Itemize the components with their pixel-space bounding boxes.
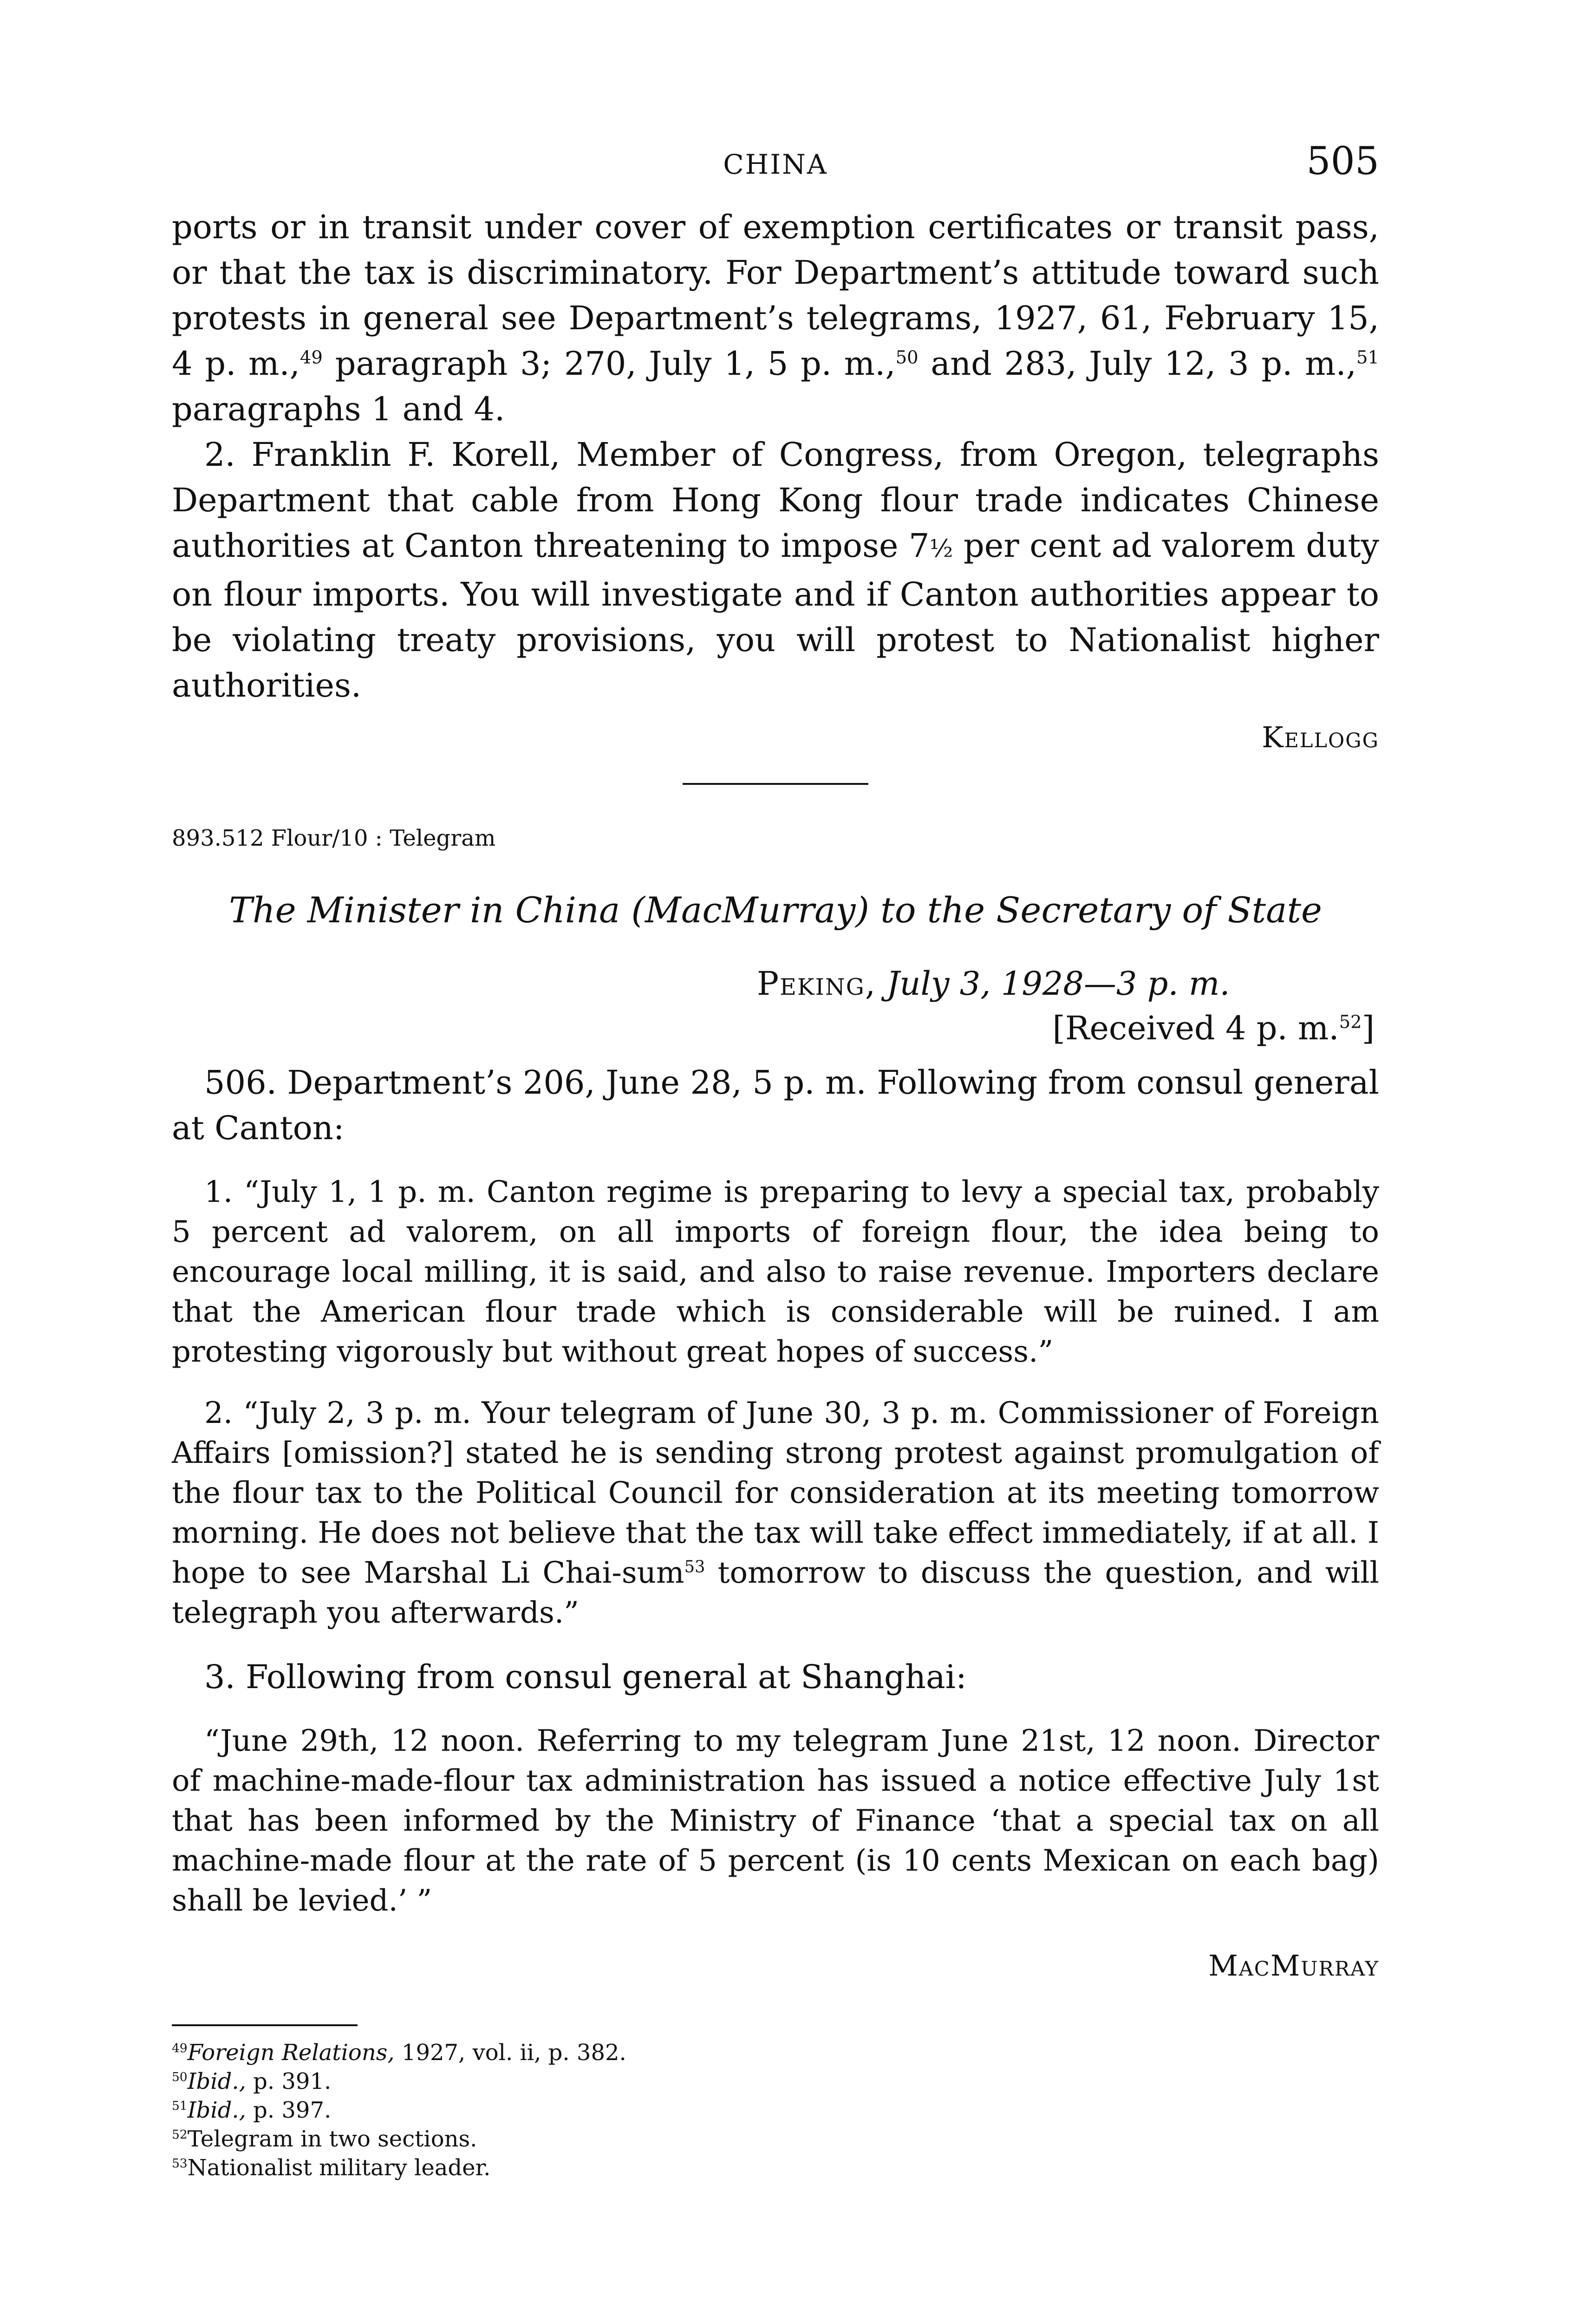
file-reference: 893.512 Flour/10 : Telegram: [172, 825, 496, 851]
footnote-number: 49: [172, 2041, 188, 2055]
footnote-ref: 53: [684, 1557, 705, 1577]
footnote-citation: Ibid.,: [187, 2097, 246, 2123]
paragraph-text: 2. Franklin F. Korell, Member of Congress, from Oregon, telegraphs Department that cable from Hong Kong flour trade indicates Chinese authorities at Canton threatening to impose 7: [172, 436, 1379, 565]
footnotes: [172, 2038, 1379, 2182]
document-title: The Minister in China (MacMurray) to the Secretary of State: [229, 889, 1322, 931]
section-divider: [683, 783, 868, 785]
dateline-date: July 3, 1928—3 p. m.: [876, 965, 1230, 1003]
telegram-item-3: 3. Following from consul general at Shanghai:: [204, 1658, 967, 1696]
footnote-citation: Ibid.,: [187, 2068, 246, 2094]
received-line: [172, 1006, 1379, 1050]
dateline: [172, 961, 1379, 1006]
footnote-text: 1927, vol. ii, p. 382.: [394, 2040, 626, 2066]
footnote-number: 52: [172, 2127, 188, 2142]
telegram-item-1: 1. “July 1, 1 p. m. Canton regime is preparing to levy a special tax, probably 5 percent ad valorem, on all imports of foreign flour, the idea being to encourage local milling, it is said, and also to raise revenue. Importers declare that the American flour trade which is considerable will be ruined. I am protesting vigorously but without great hopes of success.”: [172, 1175, 1379, 1369]
footnote-number: 53: [172, 2156, 188, 2171]
received-text: ]: [1361, 1009, 1375, 1047]
signature-kellogg: Kellogg: [1262, 720, 1379, 754]
paragraph-text: tomorrow to discuss the question, and will telegraph you afterwards.”: [172, 1556, 1379, 1630]
paragraph-text: paragraphs 1 and 4.: [172, 390, 505, 428]
signature-macmurray: MacMurray: [1208, 1949, 1379, 1983]
footnote-52: [172, 2125, 1379, 2153]
footnote-53: [172, 2153, 1379, 2182]
footnote-ref: 51: [1356, 347, 1380, 368]
document-page: [172, 139, 1379, 2182]
page-header: [172, 139, 1379, 195]
paragraph-korell: [172, 432, 1379, 708]
footnote-50: [172, 2067, 1379, 2096]
footnote-ref: 49: [300, 347, 323, 368]
fraction: ½: [929, 535, 953, 563]
dateline-place: Peking,: [757, 965, 877, 1003]
footnote-number: 50: [172, 2070, 188, 2084]
received-text: [Received 4 p. m.: [1052, 1009, 1339, 1047]
footnote-number: 51: [172, 2099, 188, 2113]
footnote-citation: Foreign Relations,: [187, 2040, 395, 2066]
telegram-intro: 506. Department’s 206, June 28, 5 p. m. Following from consul general at Canton:: [172, 1063, 1379, 1147]
page-number: 505: [1306, 139, 1379, 183]
footnote-text: p. 391.: [246, 2068, 332, 2094]
running-head: CHINA: [723, 149, 828, 180]
footnote-ref: 50: [895, 347, 919, 368]
paragraph-text: ports or in transit under cover of exemption certificates or transit pass, or that the tax is discriminatory. For Department’s attitude toward such protests in general see Department’s telegrams, 1927, 61, February 15, 4 p. m.,: [172, 208, 1379, 383]
footnote-51: [172, 2096, 1379, 2125]
paragraph-text: 2. “July 2, 3 p. m. Your telegram of June 30, 3 p. m. Commissioner of Foreign Affairs [omission?] stated he is sending strong protest against promulgation of the flour tax to the Political Council for consideration at its meeting tomorrow morning. He does not believe that the tax will take effect immediately, if at all. I hope to see Marshal Li Chai-sum: [172, 1396, 1379, 1590]
paragraph-text: paragraph 3; 270, July 1, 5 p. m.,: [322, 345, 896, 383]
telegram-item-2: [172, 1393, 1379, 1633]
footnote-49: [172, 2038, 1379, 2067]
footnote-text: Nationalist military leader.: [187, 2155, 491, 2181]
shanghai-quote: “June 29th, 12 noon. Referring to my telegram June 21st, 12 noon. Director of machine-made-flour tax administration has issued a notice effective July 1st that has been informed by the Ministry of Finance ‘that a special tax on all machine-made flour at the rate of 5 percent (is 10 cents Mexican on each bag) shall be levied.’ ”: [172, 1724, 1379, 1918]
footnote-text: p. 397.: [246, 2097, 332, 2123]
footnote-text: Telegram in two sections.: [187, 2126, 477, 2152]
continued-paragraph: [172, 204, 1379, 432]
paragraph-text: and 283, July 12, 3 p. m.,: [918, 345, 1357, 383]
paragraph-text: per cent ad valorem duty on flour imports. You will investigate and if Canton authorities appear to be violating treaty provisions, you will protest to Nationalist higher authorities.: [172, 527, 1379, 704]
footnote-ref: 52: [1339, 1011, 1362, 1033]
footnote-divider: [172, 2024, 358, 2026]
